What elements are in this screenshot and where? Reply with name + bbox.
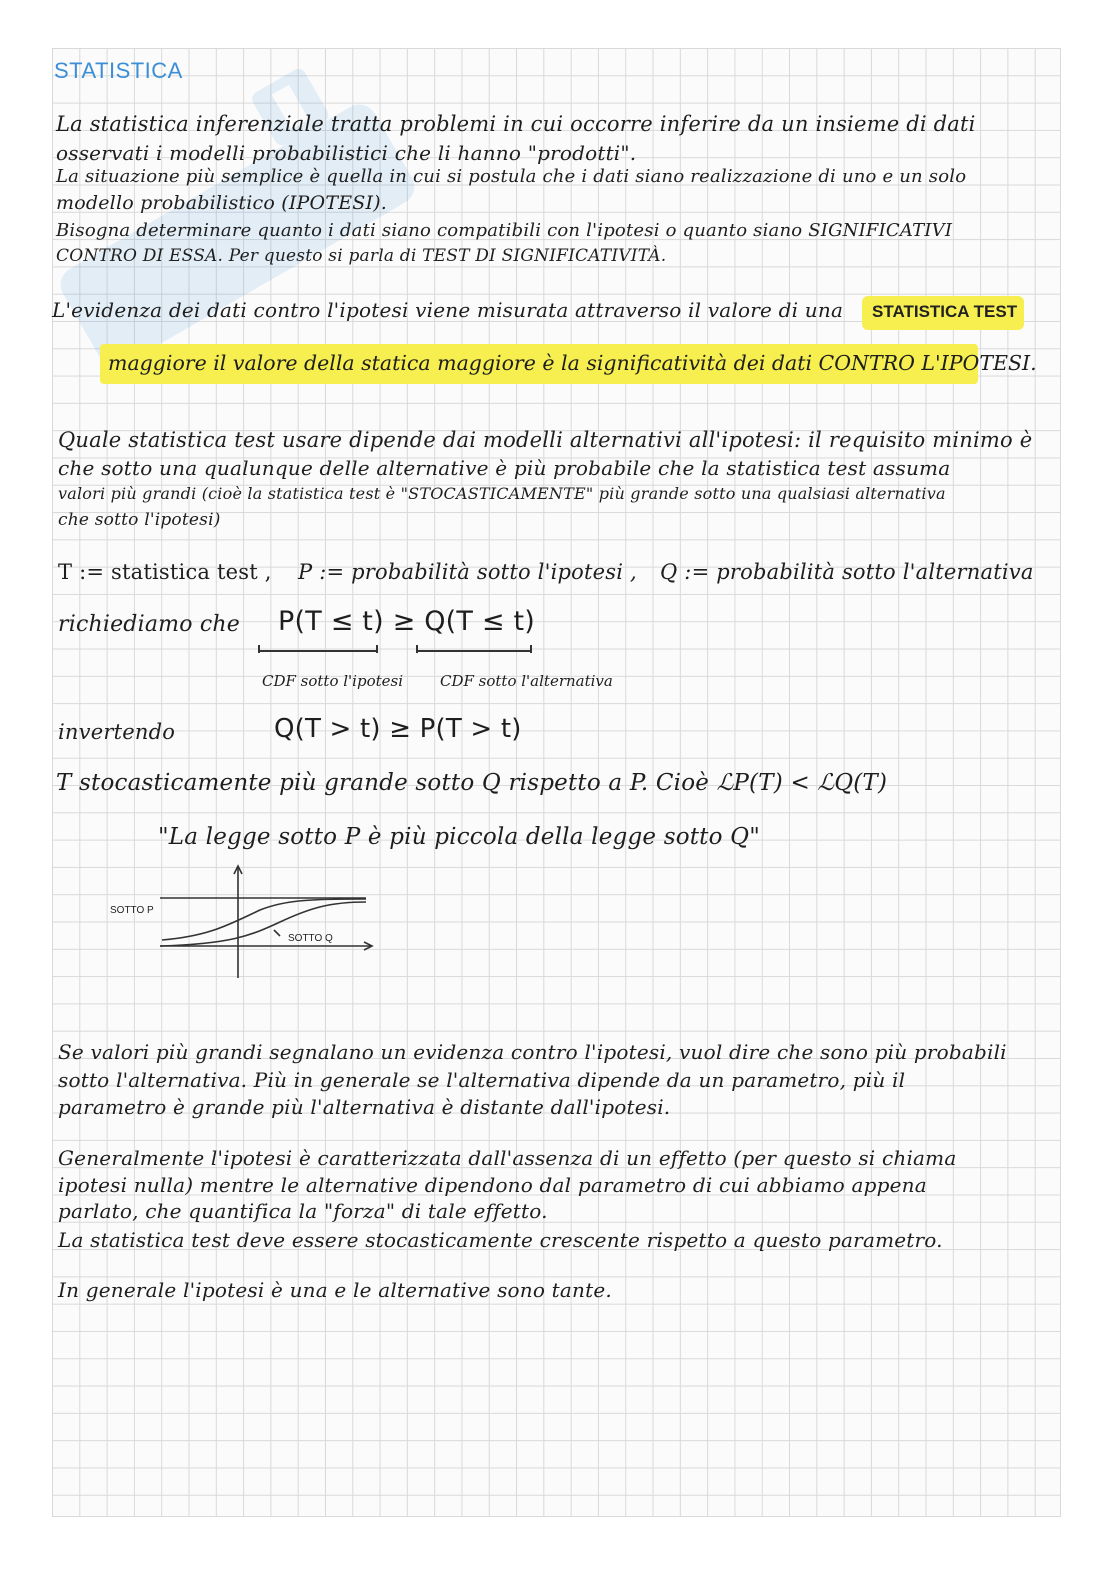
highlight-band: maggiore il valore della statica maggiore è la significatività dei dati CONTRO L'IPOTESI. — [100, 344, 978, 384]
para1-line: Bisogna determinare quanto i dati siano compatibili con l'ipotesi o quanto siano SIGNIFICATIVI — [56, 220, 953, 241]
inv-label: invertendo — [58, 720, 176, 744]
closing-line: In generale l'ipotesi è una e le alternative sono tante. — [58, 1278, 612, 1302]
req-formula: P(T ≤ t) ≥ Q(T ≤ t) — [278, 606, 535, 637]
quote-line: "La legge sotto P è più piccola della legge sotto Q" — [158, 824, 761, 850]
brace-tick — [258, 645, 260, 653]
para4-line: parlato, che quantifica la "forza" di tale effetto. — [58, 1199, 548, 1223]
cdf-p-label: CDF sotto l'ipotesi — [262, 672, 404, 690]
para3-line: sotto l'alternativa. Più in generale se l'alternativa dipende da un parametro, più il — [58, 1068, 906, 1092]
cdf-q-label: CDF sotto l'alternativa — [440, 672, 613, 690]
req-label: richiediamo che — [58, 612, 240, 637]
curve-p — [162, 899, 366, 940]
para1-line: La statistica inferenziale tratta problemi in cui occorre inferire da un insieme di dati — [56, 112, 976, 136]
def-q: Q := probabilità sotto l'alternativa — [660, 560, 1034, 584]
evidence-line: L'evidenza dei dati contro l'ipotesi viene misurata attraverso il valore di una — [52, 298, 844, 322]
para3-line: Se valori più grandi segnalano un evidenza contro l'ipotesi, vuol dire che sono più probabili — [58, 1040, 1007, 1064]
def-p: P := probabilità sotto l'ipotesi , — [298, 560, 637, 584]
para2-line: valori più grandi (cioè la statistica test è "STOCASTICAMENTE" più grande sotto una qualsiasi alternativa — [58, 484, 946, 503]
inv-formula: Q(T > t) ≥ P(T > t) — [274, 714, 522, 744]
label-sotto-q: SOTTO Q — [288, 933, 333, 944]
para1-line: La situazione più semplice è quella in cui si postula che i dati siano realizzazione di uno e un solo — [56, 166, 967, 187]
underbrace-p — [258, 650, 378, 652]
def-t: T := statistica test , — [58, 560, 272, 584]
underbrace-q — [416, 650, 532, 652]
para2-line: che sotto una qualunque delle alternative è più probabile che la statistica test assuma — [58, 456, 951, 480]
brace-tick — [376, 645, 378, 653]
stoch-line: T stocasticamente più grande sotto Q rispetto a P. Cioè ℒP(T) < ℒQ(T) — [56, 770, 888, 796]
pointer-q — [274, 930, 280, 936]
brace-tick — [416, 645, 418, 653]
label-sotto-p: SOTTO P — [110, 905, 154, 916]
para4-line: La statistica test deve essere stocasticamente crescente rispetto a questo parametro. — [58, 1228, 943, 1252]
para1-line: osservati i modelli probabilistici che li hanno "prodotti". — [56, 141, 637, 165]
para2-line: Quale statistica test usare dipende dai modelli alternativi all'ipotesi: il requisito minimo è — [58, 428, 1033, 452]
cdf-graph — [100, 860, 380, 985]
para4-line: Generalmente l'ipotesi è caratterizzata dall'assenza di un effetto (per questo si chiama — [58, 1146, 957, 1170]
page-title: STATISTICA — [54, 58, 183, 83]
highlight-statistica-test: STATISTICA TEST — [862, 296, 1024, 330]
para4-line: ipotesi nulla) mentre le alternative dipendono dal parametro di cui abbiamo appena — [58, 1173, 927, 1197]
para2-line: che sotto l'ipotesi) — [58, 510, 221, 530]
para3-line: parametro è grande più l'alternativa è distante dall'ipotesi. — [58, 1095, 671, 1119]
para1-line: CONTRO DI ESSA. Per questo si parla di TEST DI SIGNIFICATIVITÀ. — [56, 246, 667, 266]
para1-line: modello probabilistico (IPOTESI). — [56, 192, 388, 214]
brace-tick — [530, 645, 532, 653]
